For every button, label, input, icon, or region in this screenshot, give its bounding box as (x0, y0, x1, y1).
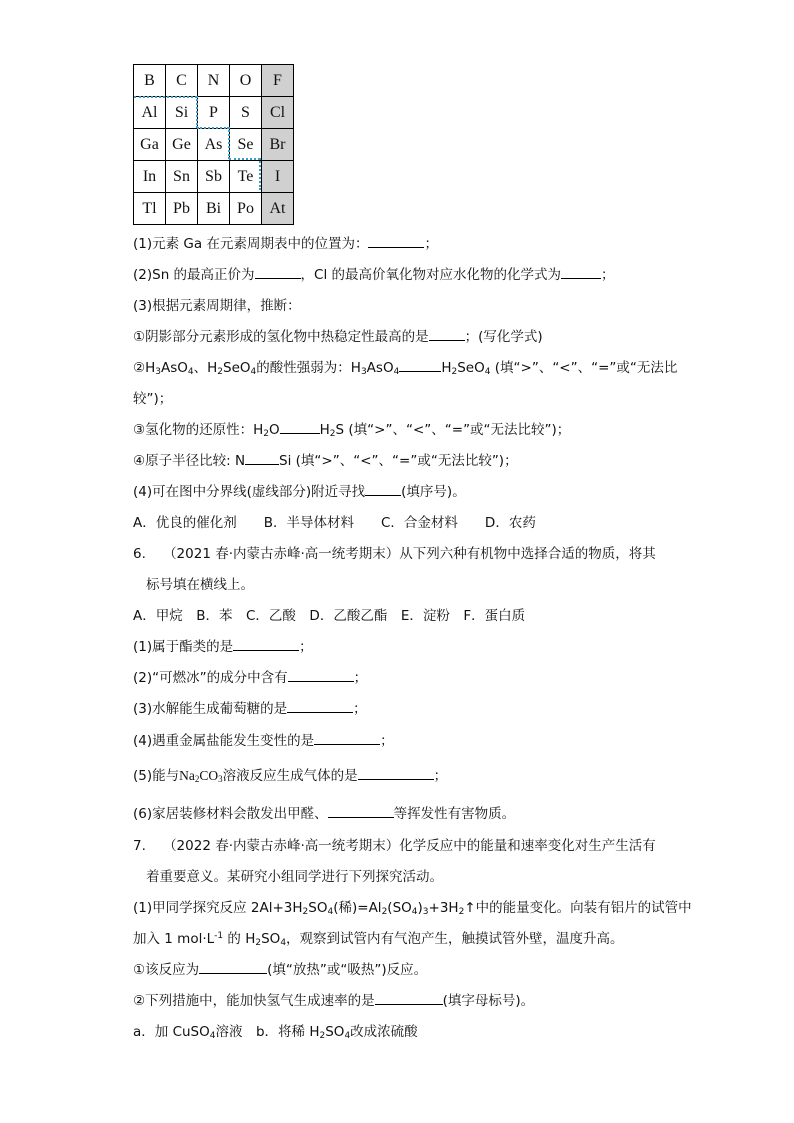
table-row (134, 97, 294, 129)
element-cell: As (198, 129, 230, 161)
element-cell: In (134, 161, 166, 193)
element-cell: S (230, 97, 262, 129)
element-cell: F (262, 65, 294, 97)
q5-sub2-cont: 较”)； (133, 391, 173, 407)
element-cell: Sb (198, 161, 230, 193)
periodic-table (133, 64, 294, 225)
q7-sub3: a．加 CuSO$_4$溶液 b．将稀 $H_2SO_4$改成浓硫酸 (133, 1024, 418, 1041)
q5-part2: (2)Sn 的最高正价为 ，Cl 的最高价氧化物对应水化物的化学式为 ； (133, 267, 615, 283)
q6-part2: (2)“可燃冰”的成分中含有 ； (133, 670, 368, 686)
q6-part3: (3)水解能生成葡萄糖的是 ； (133, 701, 367, 717)
boundary-line (134, 96, 197, 98)
q5-part1: (1)元素 Ga 在元素周期表中的位置为： ； (133, 236, 438, 252)
element-cell: Br (262, 129, 294, 161)
element-cell: Sn (166, 161, 198, 193)
element-cell: Tl (134, 193, 166, 225)
q7-part1-cont: 加入 1 $mol\cdot L^{-1}$ 的 $H_2SO_4$，观察到试管内有气泡产生，触摸试管外壁，温度升高。 (133, 931, 624, 948)
element-cell: Si (166, 97, 198, 129)
element-cell: Pb (166, 193, 198, 225)
element-cell: Bi (198, 193, 230, 225)
element-cell: C (166, 65, 198, 97)
q5-sub4: ④原子半径比较: N Si (填“>”、“<”、“=”或“无法比较”)； (133, 453, 518, 469)
element-cell: At (262, 193, 294, 225)
q7-heading-cont: 着重要意义。某研究小组同学进行下列探究活动。 (146, 869, 443, 885)
element-cell: Cl (262, 97, 294, 129)
q5-part3: (3)根据元素周期律，推断： (133, 298, 301, 314)
q6-heading-cont: 标号填在横线上。 (146, 577, 254, 593)
element-cell: Te (230, 161, 262, 193)
q5-part4: (4)可在图中分界线(虚线部分)附近寻找 (填序号)。 (133, 484, 466, 500)
q6-options: A．甲烷 B．苯 C．乙酸 D．乙酸乙酯 E．淀粉 F．蛋白质 (133, 608, 526, 624)
element-cell: B (134, 65, 166, 97)
q6-part1: (1)属于酯类的是 ； (133, 639, 313, 655)
boundary-line (228, 127, 230, 159)
boundary-line (197, 127, 229, 129)
element-cell: Ga (134, 129, 166, 161)
boundary-line (229, 158, 260, 160)
table-row (134, 65, 294, 97)
table-row (134, 129, 294, 161)
element-cell: Po (230, 193, 262, 225)
boundary-line (196, 96, 198, 128)
q7-part1: (1)甲同学探究反应 $2Al+3H_2SO_4$(稀)$=Al_2(SO_4)_3+3H_2↑$中的能量变化。向装有铝片的试管中 (133, 900, 692, 917)
q5-sub1: ①阴影部分元素形成的氢化物中热稳定性最高的是 ；(写化学式) (133, 329, 543, 345)
q6-heading: 6. （2021 春·内蒙古赤峰·高一统考期末）从下列六种有机物中选择合适的物质，将其 (133, 546, 656, 562)
q7-sub1: ①该反应为 (填“放热”或“吸热”)反应。 (133, 962, 428, 978)
element-cell: I (262, 161, 294, 193)
element-cell: O (230, 65, 262, 97)
q7-heading: 7. （2022 春·内蒙古赤峰·高一统考期末）化学反应中的能量和速率变化对生产生活有 (133, 838, 656, 854)
q5-sub3: ③氢化物的还原性：$H_2O$ $H_2S$ (填“>”、“<”、“=”或“无法比较”)； (133, 422, 571, 439)
element-cell: Se (230, 129, 262, 161)
element-cell: Al (134, 97, 166, 129)
q7-sub2: ②下列措施中，能加快氢气生成速率的是 (填字母标号)。 (133, 993, 535, 1009)
element-cell: P (198, 97, 230, 129)
element-cell: N (198, 65, 230, 97)
element-cell: Ge (166, 129, 198, 161)
q6-part5: (5)能与$Na_2CO_3$溶液反应生成气体的是 ； (133, 768, 448, 784)
q5-options: A．优良的催化剂 B．半导体材料 C．合金材料 D．农药 (133, 515, 536, 531)
table-row (134, 193, 294, 225)
boundary-line (259, 158, 261, 190)
q6-part4: (4)遇重金属盐能发生变性的是 ； (133, 733, 394, 749)
q6-part6: (6)家居装修材料会散发出甲醛、 等挥发性有害物质。 (133, 806, 516, 822)
q5-sub2: $②H_3AsO_4$、$H_2SeO_4$的酸性强弱为：$H_3AsO_4$ $H_2SeO_4$ (填“>”、“<”、“=”或“无法比 (133, 360, 678, 377)
table-row (134, 161, 294, 193)
